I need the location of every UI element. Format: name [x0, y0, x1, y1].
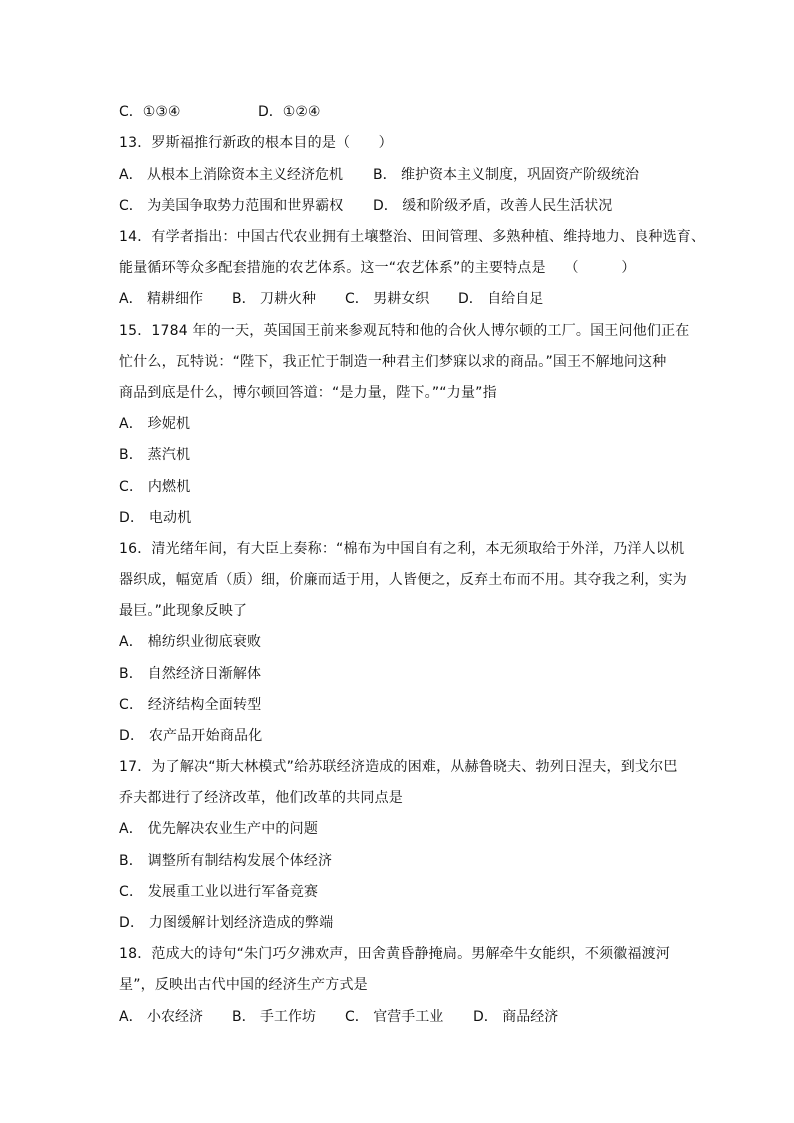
- q13-option-a: A． 从根本上消除资本主义经济危机: [119, 167, 344, 183]
- q16-stem-line-1: 16．清光绪年间，有大臣上奏称：“棉布为中国自有之利，本无须取给于外洋，乃洋人以机: [119, 541, 685, 557]
- q15-option-c: C． 内燃机: [119, 479, 191, 495]
- q15-option-b: B． 蒸汽机: [119, 447, 191, 463]
- q18-option-c: C． 官营手工业: [345, 1009, 444, 1025]
- q13-option-d: D． 缓和阶级矛盾，改善人民生活状况: [373, 198, 613, 214]
- q13-stem: 13．罗斯福推行新政的根本目的是（ ）: [119, 135, 393, 151]
- q17-stem-line-2: 乔夫都进行了经济改革，他们改革的共同点是: [119, 790, 403, 806]
- q16-option-a: A． 棉纺织业彻底衰败: [119, 634, 262, 650]
- q17-option-d: D． 力图缓解计划经济造成的弊端: [119, 915, 334, 931]
- q15-stem-line-1: 15．1784 年的一天，英国国王前来参观瓦特和他的合伙人博尔顿的工厂。国王问他们正在: [119, 323, 690, 339]
- q14-option-d: D． 自给自足: [458, 291, 544, 307]
- q17-option-c: C． 发展重工业以进行军备竞赛: [119, 884, 319, 900]
- q18-option-a: A． 小农经济: [119, 1009, 204, 1025]
- q16-stem-line-2: 器织成，幅宽盾（质）细，价廉而适于用，人皆便之，反弃土布而不用。其夺我之利，实为: [119, 572, 687, 588]
- q18-option-b: B． 手工作坊: [232, 1009, 317, 1025]
- q18-option-d: D． 商品经济: [473, 1009, 559, 1025]
- q16-option-c: C． 经济结构全面转型: [119, 697, 262, 713]
- q14-stem-line-1: 14．有学者指出：中国古代农业拥有土壤整治、田间管理、多熟种植、维持地力、良种选育、: [119, 229, 706, 245]
- q18-stem-line-1: 18．范成大的诗句“朱门巧夕沸欢声，田舍黄昏静掩扃。男解牵牛女能织，不须徽福渡河: [119, 946, 671, 962]
- q16-stem-line-3: 最巨。”此现象反映了: [119, 603, 248, 619]
- q18-stem-line-2: 星”，反映出古代中国的经济生产方式是: [119, 977, 368, 993]
- q15-option-d: D． 电动机: [119, 510, 192, 526]
- q14-stem-line-2: 能量循环等众多配套措施的农艺体系。这一“农艺体系”的主要特点是 （ ）: [119, 260, 636, 276]
- q17-stem-line-1: 17．为了解决“斯大林模式”给苏联经济造成的困难，从赫鲁晓夫、勃列日涅夫，到戈尔巴: [119, 759, 678, 775]
- q15-stem-line-3: 商品到底是什么，博尔顿回答道：“是力量，陛下。”“力量”指: [119, 385, 497, 401]
- q14-option-c: C． 男耕女织: [345, 291, 430, 307]
- q15-option-a: A． 珍妮机: [119, 416, 191, 432]
- q13-option-c: C． 为美国争取势力范围和世界霸权: [119, 198, 344, 214]
- q16-option-d: D． 农产品开始商品化: [119, 728, 263, 744]
- q12-option-d: D．①②④: [258, 104, 321, 120]
- q15-stem-line-2: 忙什么，瓦特说：“陛下，我正忙于制造一种君主们梦寐以求的商品。”国王不解地问这种: [119, 354, 667, 370]
- q14-option-a: A． 精耕细作: [119, 291, 204, 307]
- q17-option-a: A． 优先解决农业生产中的问题: [119, 821, 319, 837]
- q13-option-b: B． 维护资本主义制度，巩固资产阶级统治: [373, 167, 640, 183]
- q14-option-b: B． 刀耕火种: [232, 291, 317, 307]
- q17-option-b: B． 调整所有制结构发展个体经济: [119, 853, 333, 869]
- q12-option-c: C．①③④: [119, 104, 181, 120]
- q16-option-b: B． 自然经济日渐解体: [119, 666, 262, 682]
